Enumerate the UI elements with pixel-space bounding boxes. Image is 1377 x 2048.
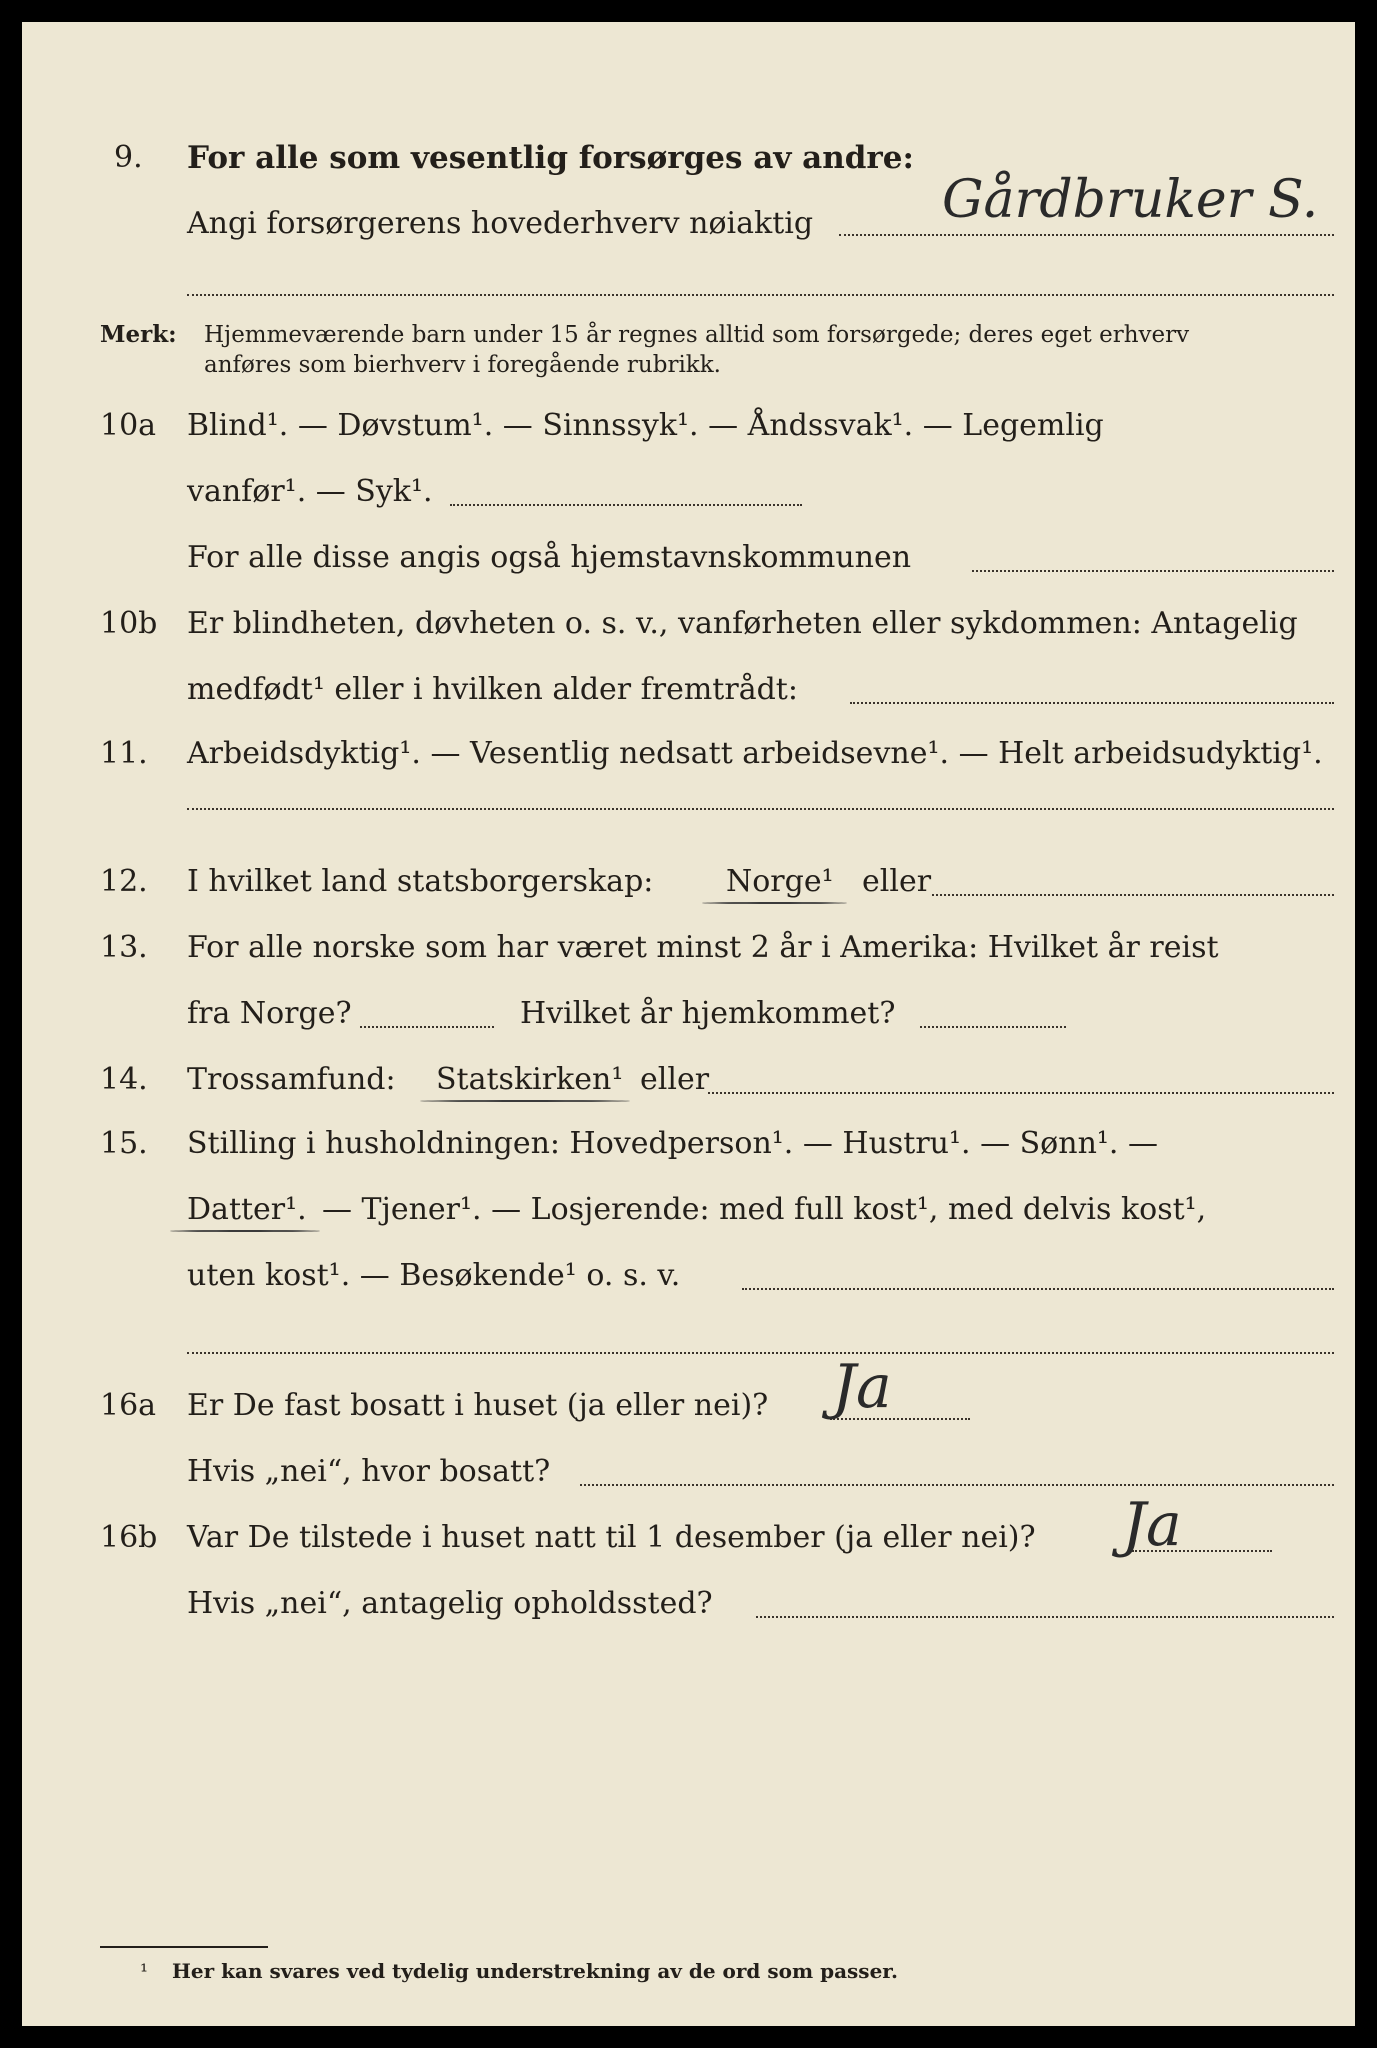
q10a-number: 10a xyxy=(100,408,157,443)
q9-number: 9. xyxy=(114,140,143,175)
q11-answer-line[interactable] xyxy=(187,808,1334,810)
q16a-line2: Hvis „nei“, hvor bosatt? xyxy=(187,1454,551,1489)
q15-line2: — Tjener¹. — Losjerende: med full kost¹, med delvis kost¹, xyxy=(322,1192,1207,1227)
q14-option-statskirken[interactable]: Statskirken¹ xyxy=(436,1062,624,1097)
q11-line1: Arbeidsdyktig¹. — Vesentlig nedsatt arbeidsevne¹. — Helt arbeidsudyktig¹. xyxy=(187,736,1323,771)
q12-handwritten-underline xyxy=(702,902,847,904)
q16b-line1: Var De tilstede i huset natt til 1 desember (ja eller nei)? xyxy=(187,1520,1036,1555)
q13-departure-year-line[interactable] xyxy=(360,1026,494,1028)
q14-suffix: eller xyxy=(640,1062,710,1097)
q16a-number: 16a xyxy=(100,1388,157,1423)
q16b-location-line[interactable] xyxy=(756,1616,1334,1618)
q13-line1: For alle norske som har været minst 2 år i Amerika: Hvilket år reist xyxy=(187,930,1219,965)
q12-number: 12. xyxy=(100,864,148,899)
q10a-line2: vanfør¹. — Syk¹. xyxy=(187,474,433,509)
q13-line2b: Hvilket år hjemkommet? xyxy=(520,996,896,1031)
q15-second-answer-line[interactable] xyxy=(187,1352,1334,1354)
q10a-line1: Blind¹. — Døvstum¹. — Sinnssyk¹. — Åndssvak¹. — Legemlig xyxy=(187,408,1104,443)
q10a-line3: For alle disse angis også hjemstavnskommunen xyxy=(187,540,912,575)
q14-handwritten-underline xyxy=(420,1100,630,1102)
footnote-mark: ¹ xyxy=(140,1959,149,1983)
q9-heading: For alle som vesentlig forsørges av andre: xyxy=(187,140,914,176)
q14-answer-line[interactable] xyxy=(708,1092,1334,1094)
q16a-line1: Er De fast bosatt i huset (ja eller nei)? xyxy=(187,1388,769,1423)
q10b-number: 10b xyxy=(100,606,158,641)
q15-answer-line[interactable] xyxy=(742,1288,1334,1290)
q12-option-norge[interactable]: Norge¹ xyxy=(726,864,834,899)
q15-line1: Stilling i husholdningen: Hovedperson¹. — Hustru¹. — Sønn¹. — xyxy=(187,1126,1158,1161)
q16b-line2: Hvis „nei“, antagelig opholdssted? xyxy=(187,1586,713,1621)
q15-number: 15. xyxy=(100,1126,148,1161)
q10b-line2: medfødt¹ eller i hvilken alder fremtrådt: xyxy=(187,672,798,707)
q15-line3: uten kost¹. — Besøkende¹ o. s. v. xyxy=(187,1258,681,1293)
q10b-answer-line[interactable] xyxy=(850,702,1334,704)
merk-label: Merk: xyxy=(100,321,177,348)
q9-label: Angi forsørgerens hovederhverv nøiaktig xyxy=(187,206,814,241)
q16b-number: 16b xyxy=(100,1520,158,1555)
q16b-handwritten-answer: Ja xyxy=(1122,1490,1182,1560)
q12-prefix: I hvilket land statsborgerskap: xyxy=(187,864,654,899)
q10a-sick-answer-line[interactable] xyxy=(450,504,802,506)
q9-handwritten-answer: Gårdbruker S. xyxy=(942,170,1319,230)
q15-option-datter[interactable]: Datter¹. xyxy=(187,1192,307,1227)
q11-number: 11. xyxy=(100,736,148,771)
q16a-residence-line[interactable] xyxy=(580,1484,1334,1486)
q13-line2a: fra Norge? xyxy=(187,996,352,1031)
q15-handwritten-underline xyxy=(170,1230,320,1232)
q9-answer-line[interactable] xyxy=(839,234,1334,236)
q16a-handwritten-answer: Ja xyxy=(832,1352,892,1422)
q13-return-year-line[interactable] xyxy=(920,1026,1066,1028)
q12-answer-line[interactable] xyxy=(932,894,1334,896)
merk-text-line2: anføres som bierhverv i foregående rubrikk. xyxy=(204,352,721,378)
q12-suffix: eller xyxy=(862,864,932,899)
q14-number: 14. xyxy=(100,1062,148,1097)
q13-number: 13. xyxy=(100,930,148,965)
q10b-line1: Er blindheten, døvheten o. s. v., vanførheten eller sykdommen: Antagelig xyxy=(187,606,1298,641)
census-form-page xyxy=(22,22,1355,2026)
q10a-municipality-line[interactable] xyxy=(972,570,1334,572)
footnote-text: Her kan svares ved tydelig understrekning av de ord som passer. xyxy=(172,1959,898,1983)
merk-text-line1: Hjemmeværende barn under 15 år regnes alltid som forsørgede; deres eget erhverv xyxy=(204,322,1190,348)
q14-prefix: Trossamfund: xyxy=(187,1062,396,1097)
q9-second-answer-line[interactable] xyxy=(187,294,1334,296)
footnote-rule xyxy=(100,1946,268,1948)
